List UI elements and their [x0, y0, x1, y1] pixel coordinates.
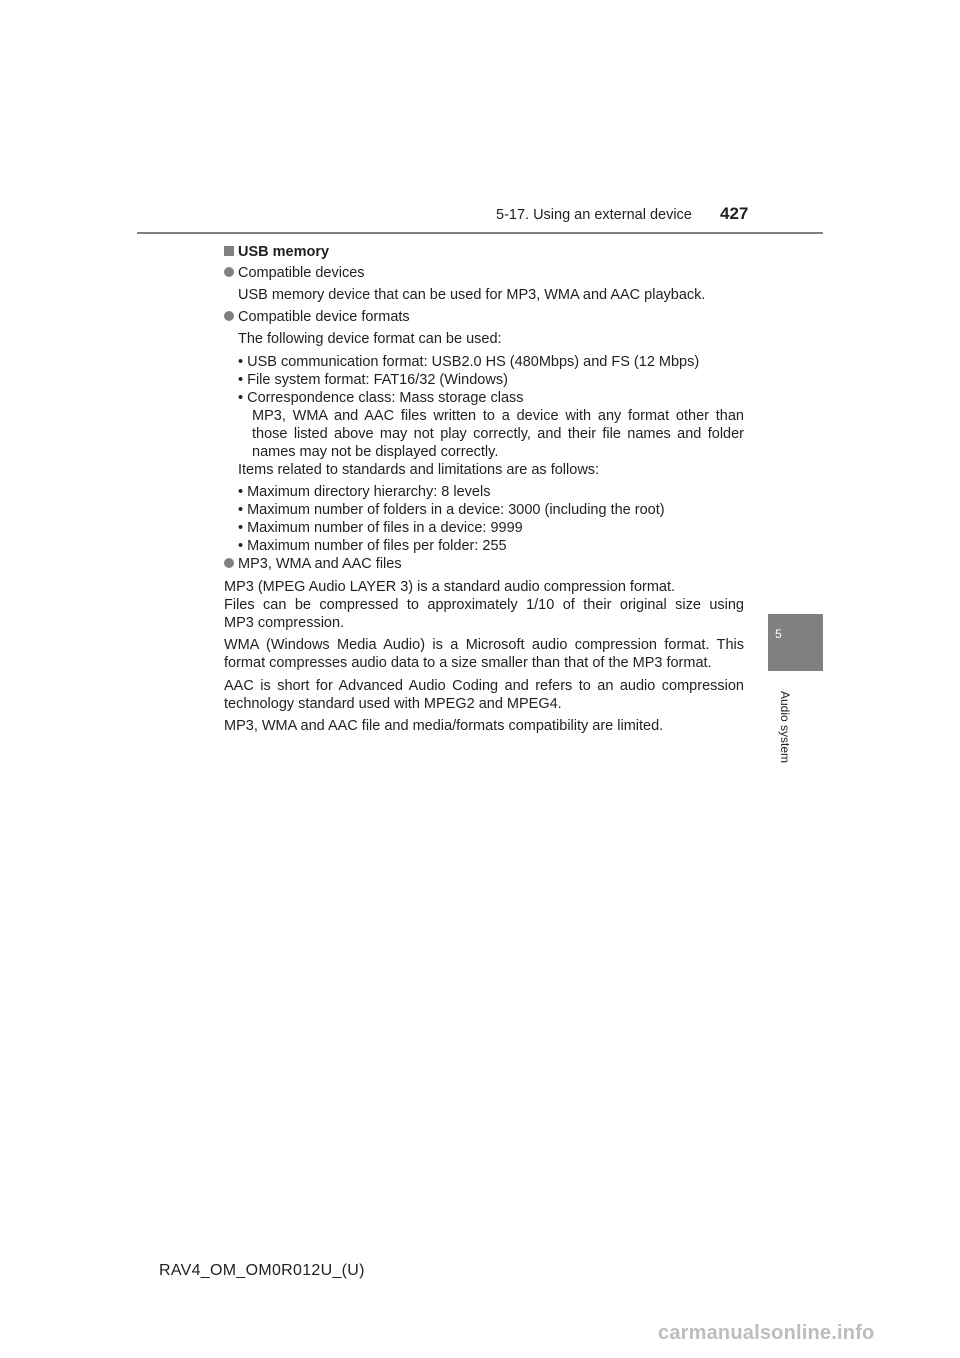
chapter-tab	[768, 614, 823, 671]
chapter-tab-number: 5	[775, 627, 782, 641]
body-text: WMA (Windows Media Audio) is a Microsoft audio compression format. This	[224, 637, 744, 653]
list-item: • Correspondence class: Mass storage class	[238, 390, 524, 406]
section-title: 5-17. Using an external device	[496, 207, 692, 223]
body-text: MP3, WMA and AAC file and media/formats compatibility are limited.	[224, 718, 664, 734]
body-text: MP3 (MPEG Audio LAYER 3) is a standard audio compression format.	[224, 579, 676, 595]
body-text: MP3 compression.	[224, 615, 345, 631]
list-item: • Maximum number of files per folder: 255	[238, 538, 507, 554]
body-text: USB memory device that can be used for MP3, WMA and AAC playback.	[238, 287, 706, 303]
section-heading: USB memory	[224, 244, 329, 262]
circle-bullet-icon	[224, 267, 234, 277]
header-rule	[137, 232, 823, 234]
circle-bullet-icon	[224, 311, 234, 321]
body-text: Files can be compressed to approximately 1/10 of their original size using	[224, 597, 744, 613]
circle-bullet-icon	[224, 558, 234, 568]
document-code: RAV4_OM_OM0R012U_(U)	[159, 1262, 365, 1279]
list-item: • File system format: FAT16/32 (Windows)	[238, 372, 508, 388]
body-text: The following device format can be used:	[238, 331, 502, 347]
bullet-mp3-files: MP3, WMA and AAC files	[224, 556, 402, 574]
bullet-compatible-formats: Compatible device formats	[224, 309, 410, 327]
body-text: format compresses audio data to a size smaller than that of the MP3 format.	[224, 655, 712, 671]
list-item: • Maximum number of folders in a device: 3000 (including the root)	[238, 502, 665, 518]
list-item: • USB communication format: USB2.0 HS (480Mbps) and FS (12 Mbps)	[238, 354, 700, 370]
watermark: carmanualsonline.info	[658, 1322, 875, 1344]
body-text: Items related to standards and limitations are as follows:	[238, 462, 600, 478]
list-item: • Maximum number of files in a device: 9999	[238, 520, 523, 536]
square-bullet-icon	[224, 246, 234, 256]
note-text: names may not be displayed correctly.	[252, 444, 499, 460]
note-text: those listed above may not play correctly, and their file names and folder	[252, 426, 744, 442]
body-text: technology standard used with MPEG2 and MPEG4.	[224, 696, 562, 712]
chapter-tab-label: Audio system	[778, 690, 792, 764]
note-text: MP3, WMA and AAC files written to a device with any format other than	[252, 408, 744, 424]
bullet-compatible-devices: Compatible devices	[224, 265, 365, 283]
list-item: • Maximum directory hierarchy: 8 levels	[238, 484, 491, 500]
page-number: 427	[720, 204, 749, 223]
body-text: AAC is short for Advanced Audio Coding and refers to an audio compression	[224, 678, 744, 694]
